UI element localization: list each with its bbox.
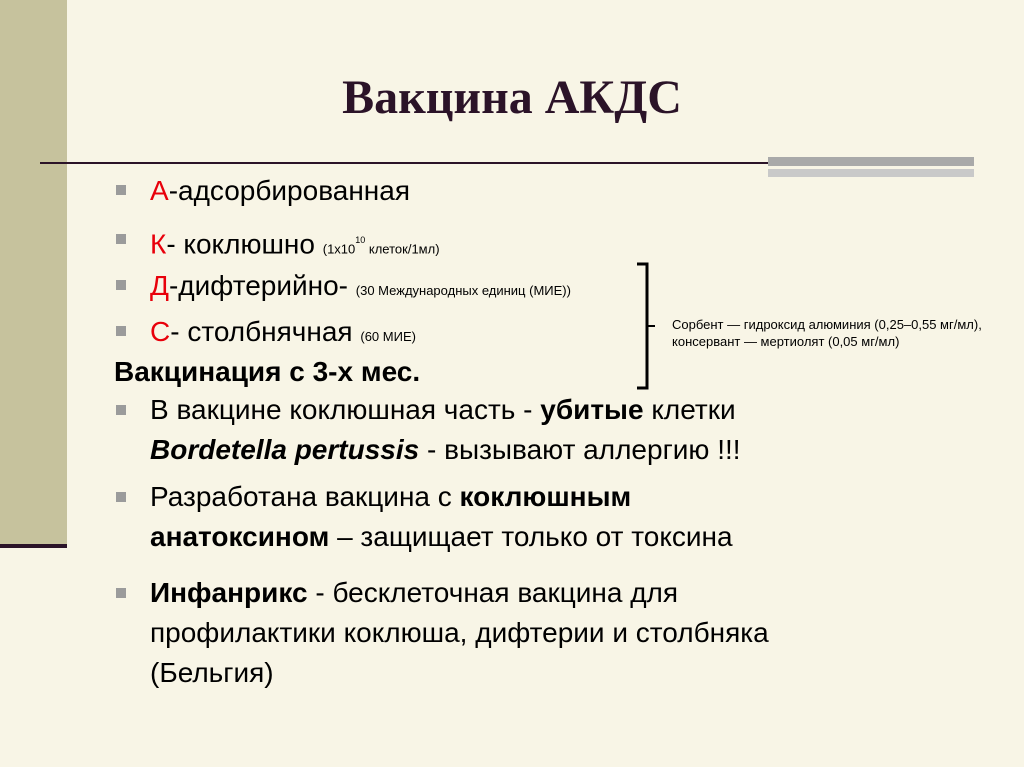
vaccination-age: Вакцинация с 3-х мес. [114,356,421,387]
bracket-icon [635,262,657,390]
bullet-icon [116,492,126,502]
sorbent-note [672,316,982,350]
component-k: К- коклюшно ($1х10^{10}$ клеток/1мл) [150,228,440,260]
bullet-icon [116,234,126,244]
bullet-icon [116,405,126,415]
sorbent-line-1: Сорбент — гидроксид алюминия (0,25–0,55 мг/мл), [672,317,982,332]
sorbent-line-2: консервант — мертиолят (0,05 мг/мл) [672,334,900,349]
bullet-icon [116,588,126,598]
bullet-icon [116,326,126,336]
component-a: А-адсорбированная [150,175,410,206]
title-accent-bar [768,157,974,166]
bullet-anatoxin: Разработана вакцина с коклюшным анатоксином – защищает только от токсина [150,481,733,552]
left-decor-rule [0,544,67,548]
bullet-icon [116,185,126,195]
component-s: С- столбнячная (60 МИЕ) [150,316,416,347]
component-d: Д-дифтерийно- (30 Международных единиц (МИЕ)) [150,270,571,301]
bullet-icon [116,280,126,290]
bullet-infanrix: Инфанрикс - бесклеточная вакцина для профилактики коклюша, дифтерии и столбняка (Бельгия) [150,577,769,688]
bullet-killed-cells: В вакцине коклюшная часть - убитые клетки Bordetella pertussis - вызывают аллергию !!! [150,394,741,465]
title-accent-bar-shadow [768,169,974,177]
slide-title: Вакцина АКДС [342,71,682,124]
